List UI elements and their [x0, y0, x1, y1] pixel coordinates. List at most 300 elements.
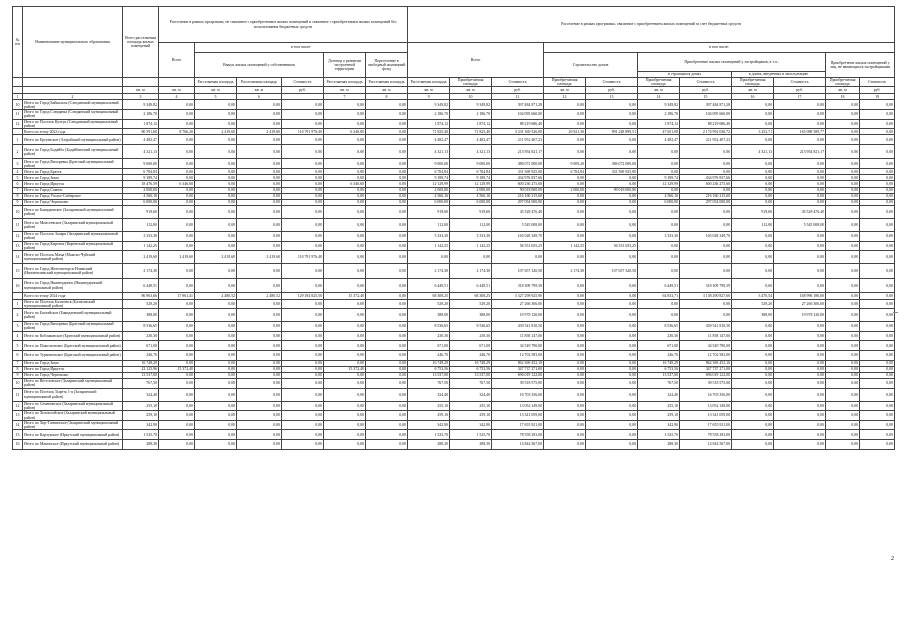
value-cell: 6 000,00 — [450, 200, 492, 206]
value-cell: 0,00 — [732, 119, 774, 129]
value-cell: 0,00 — [366, 135, 408, 145]
value-cell: 0,00 — [826, 420, 860, 430]
sub-area: Расселяемая площадь — [237, 78, 282, 87]
row-number: 11 — [13, 110, 23, 120]
unit-label: руб. — [680, 87, 732, 94]
value-cell: 99 018 000,00 — [492, 187, 544, 193]
value-cell: 16 748,29 — [123, 360, 159, 366]
value-cell: 0,00 — [826, 278, 860, 293]
value-cell: 0,00 — [195, 100, 237, 110]
column-number: 13 — [586, 94, 638, 100]
value-cell: 20 921,30 — [544, 129, 586, 135]
table-row — [13, 430, 895, 440]
header-total-area: Всего расселяемая площадь жилых помещений — [123, 7, 159, 78]
value-cell: 13 341 059,00 — [680, 411, 732, 421]
value-cell: 13 537,00 — [408, 372, 450, 378]
value-cell: 696 019 122,00 — [680, 372, 732, 378]
value-cell: 318 309 799,39 — [680, 278, 732, 293]
value-cell: 0,00 — [774, 193, 826, 199]
value-cell: 0,00 — [638, 299, 680, 309]
value-cell: 0,00 — [826, 366, 860, 372]
value-cell: 213 954 821,17 — [492, 144, 544, 159]
value-cell: 0,00 — [237, 309, 282, 322]
value-cell: 2 419,60 — [159, 251, 195, 264]
value-cell: 0,00 — [544, 193, 586, 199]
table-row — [13, 379, 895, 389]
value-cell: 0,00 — [826, 372, 860, 378]
value-cell: 13 052 149,00 — [680, 401, 732, 411]
value-cell: 86 963,66 — [123, 293, 159, 299]
value-cell: 0,00 — [732, 366, 774, 372]
value-cell: 0,00 — [195, 401, 237, 411]
value-cell: 0,00 — [324, 401, 366, 411]
value-cell: 0,00 — [366, 187, 408, 193]
value-cell: 2 419,60 — [237, 129, 282, 135]
value-cell: 0,00 — [860, 379, 895, 389]
value-cell: 0,00 — [366, 366, 408, 372]
row-number: 9 — [13, 372, 23, 378]
value-cell: 0,00 — [282, 440, 324, 450]
value-cell: 2 480,52 — [237, 293, 282, 299]
value-cell: 0,00 — [195, 169, 237, 175]
value-cell: 0,00 — [860, 264, 895, 279]
municipality-name: Итого по Мамонское (Иркутский муниципальный район) — [23, 440, 123, 450]
value-cell: 0,00 — [282, 181, 324, 187]
table-header — [13, 7, 895, 100]
value-cell: 13 052 149,00 — [492, 401, 544, 411]
value-cell: 0,00 — [860, 299, 895, 309]
value-cell: 0,00 — [237, 119, 282, 129]
value-cell: 17 655 921,00 — [680, 420, 732, 430]
value-cell: 0,00 — [195, 420, 237, 430]
value-cell: 0,00 — [159, 360, 195, 366]
value-cell: 0,00 — [324, 388, 366, 401]
value-cell: 0,00 — [544, 200, 586, 206]
value-cell: 4 321,13 — [732, 144, 774, 159]
value-cell: 0,00 — [860, 430, 895, 440]
value-cell: 0,00 — [159, 232, 195, 242]
value-cell: 0,00 — [860, 100, 895, 110]
value-cell: 9 000,00 — [123, 159, 159, 169]
municipality-name: Итого по Карлукское (Иркутский муниципальный район) — [23, 430, 123, 440]
value-cell: 17 961,41 — [159, 293, 195, 299]
value-cell: 0,00 — [826, 309, 860, 322]
value-cell: 0,00 — [826, 110, 860, 120]
value-cell: 0,00 — [195, 331, 237, 341]
value-cell: 0,00 — [237, 379, 282, 389]
value-cell: 0,00 — [366, 430, 408, 440]
value-cell: 6 000,00 — [408, 200, 450, 206]
value-cell: 9 189,74 — [123, 175, 159, 181]
value-cell: 0,00 — [680, 241, 732, 251]
value-cell: 0,00 — [195, 411, 237, 421]
value-cell: 0,00 — [638, 144, 680, 159]
municipality-name: Итого по Город Киренск (Киренский муниципальный район) — [23, 241, 123, 251]
value-cell: 0,00 — [282, 232, 324, 242]
value-cell: 9 349,82 — [450, 100, 492, 110]
value-cell: 9 189,74 — [450, 175, 492, 181]
value-cell: 165 088 589,77 — [774, 129, 826, 135]
value-cell: 0,00 — [282, 206, 324, 219]
value-cell: 0,00 — [324, 241, 366, 251]
value-cell: 297 054 000,00 — [492, 200, 544, 206]
value-cell: 0,00 — [732, 241, 774, 251]
column-number: 12 — [544, 94, 586, 100]
value-cell: 0,00 — [544, 293, 586, 299]
value-cell: 0,00 — [282, 401, 324, 411]
value-cell: 0,00 — [282, 420, 324, 430]
value-cell: 110 791 976,40 — [282, 129, 324, 135]
column-number: 3 — [123, 94, 159, 100]
value-cell: 0,00 — [586, 379, 638, 389]
value-cell: 8 536,65 — [638, 322, 680, 332]
value-cell: 0,00 — [282, 341, 324, 351]
value-cell: 0,00 — [237, 350, 282, 360]
value-cell: 600 236 275,60 — [492, 181, 544, 187]
value-cell: 862 369 452,10 — [492, 360, 544, 366]
municipality-name: Итого по Кобляковское (Братский муниципальный район) — [23, 331, 123, 341]
value-cell: 15 372,40 — [159, 366, 195, 372]
value-cell: 0,00 — [826, 411, 860, 421]
value-cell: 0,00 — [237, 401, 282, 411]
value-cell: 0,00 — [366, 144, 408, 159]
municipality-name: Итого по Город Бодайбо (Бодайбинский муниципальный район) — [23, 144, 123, 159]
value-cell: 0,00 — [732, 264, 774, 279]
value-cell: 0,00 — [860, 372, 895, 378]
value-cell: 0,00 — [237, 135, 282, 145]
value-cell: 0,00 — [282, 119, 324, 129]
value-cell: 0,00 — [826, 175, 860, 181]
value-cell: 6 346,60 — [324, 129, 366, 135]
value-cell: 0,00 — [324, 135, 366, 145]
value-cell: 0,00 — [324, 175, 366, 181]
column-number: 9 — [408, 94, 450, 100]
value-cell: 0,00 — [732, 110, 774, 120]
value-cell: 0,00 — [774, 322, 826, 332]
value-cell: 0,00 — [237, 331, 282, 341]
value-cell: 342,90 — [123, 420, 159, 430]
value-cell: 0,00 — [159, 309, 195, 322]
column-number: 5 — [195, 94, 237, 100]
value-cell: 0,00 — [544, 360, 586, 366]
row-number: 5 — [13, 175, 23, 181]
value-cell: 767,50 — [638, 379, 680, 389]
value-cell: 0,00 — [860, 388, 895, 401]
value-cell: 0,00 — [826, 341, 860, 351]
row-number: 10 — [13, 206, 23, 219]
value-cell: 434 976 837,66 — [680, 175, 732, 181]
value-cell: 288,30 — [638, 440, 680, 450]
value-cell: 0,00 — [324, 299, 366, 309]
value-cell: 0,00 — [774, 200, 826, 206]
municipality-name: Итого по Город Зима — [23, 175, 123, 181]
sub-cost: Стоимость — [860, 78, 895, 87]
table-row — [13, 159, 895, 169]
value-cell: 165 028 349,70 — [492, 232, 544, 242]
table-row — [13, 251, 895, 264]
value-cell: 0,00 — [774, 251, 826, 264]
value-cell: 0,00 — [159, 144, 195, 159]
value-cell: 0,00 — [860, 293, 895, 299]
municipality-name: Итого по Поселок Тыреть 1-я (Заларинский муниципальный район) — [23, 388, 123, 401]
value-cell: 0,00 — [159, 350, 195, 360]
value-cell: 0,00 — [195, 372, 237, 378]
value-cell: 2 000,00 — [450, 187, 492, 193]
value-cell: 246,70 — [123, 350, 159, 360]
value-cell: 0,00 — [860, 309, 895, 322]
value-cell: 324,40 — [450, 388, 492, 401]
value-cell: 0,00 — [860, 341, 895, 351]
value-cell: 0,00 — [544, 331, 586, 341]
value-cell: 0,00 — [826, 241, 860, 251]
value-cell: 6 704,84 — [123, 169, 159, 175]
value-cell: 0,00 — [826, 299, 860, 309]
table-row — [13, 350, 895, 360]
value-cell: 0,00 — [159, 159, 195, 169]
value-cell: 0,00 — [282, 144, 324, 159]
value-cell: 0,00 — [826, 219, 860, 232]
value-cell: 9 349,82 — [638, 100, 680, 110]
value-cell: 0,00 — [195, 278, 237, 293]
value-cell: 0,00 — [195, 200, 237, 206]
value-cell: 0,00 — [732, 187, 774, 193]
value-cell: 0,00 — [544, 401, 586, 411]
value-cell: 297 054 000,00 — [680, 200, 732, 206]
value-cell: 0,00 — [860, 169, 895, 175]
municipality-name: Итого по Город Братск — [23, 169, 123, 175]
value-cell: 211 952 407,23 — [680, 135, 732, 145]
value-cell: 0,00 — [159, 241, 195, 251]
value-cell: 0,00 — [774, 264, 826, 279]
column-number: 18 — [826, 94, 860, 100]
value-cell: 3 158 290 827,60 — [680, 293, 732, 299]
value-cell: 919,60 — [408, 206, 450, 219]
value-cell: 0,00 — [826, 200, 860, 206]
value-cell: 0,00 — [237, 372, 282, 378]
value-cell: 0,00 — [732, 411, 774, 421]
value-cell: 0,00 — [860, 193, 895, 199]
value-cell: 0,00 — [195, 264, 237, 279]
value-cell: 0,00 — [366, 388, 408, 401]
value-cell: 0,00 — [324, 331, 366, 341]
value-cell: 0,00 — [237, 169, 282, 175]
value-cell: 288,30 — [450, 440, 492, 450]
value-cell: 0,00 — [159, 420, 195, 430]
value-cell: 0,00 — [282, 264, 324, 279]
column-number: 17 — [774, 94, 826, 100]
value-cell: 0,00 — [282, 379, 324, 389]
header-a-total: Всего — [159, 43, 195, 78]
value-cell: 0,00 — [195, 241, 237, 251]
value-cell: 1 874,12 — [638, 119, 680, 129]
value-cell: 0,00 — [282, 430, 324, 440]
value-cell: 0,00 — [774, 110, 826, 120]
value-cell: 0,00 — [324, 264, 366, 279]
row-number: 1 — [13, 299, 23, 309]
value-cell: 3 333,30 — [450, 232, 492, 242]
value-cell: 0,00 — [366, 420, 408, 430]
value-cell: 0,00 — [366, 181, 408, 187]
value-cell: 13 341 059,00 — [492, 411, 544, 421]
value-cell: 0,00 — [366, 119, 408, 129]
value-cell: 0,00 — [826, 388, 860, 401]
value-cell: 13 537,00 — [450, 372, 492, 378]
value-cell: 0,00 — [826, 251, 860, 264]
value-cell: 4 321,13 — [450, 144, 492, 159]
value-cell: 6 753,56 — [638, 366, 680, 372]
value-cell: 0,00 — [282, 187, 324, 193]
header-b-buy-other: Приобретение жилых помещений у лиц, не являющихся застройщиками — [826, 53, 895, 78]
value-cell: 8 536,65 — [408, 322, 450, 332]
value-cell: 216 160 215,60 — [492, 193, 544, 199]
value-cell: 318 309 799,39 — [492, 278, 544, 293]
value-cell: 0,00 — [826, 181, 860, 187]
value-cell: 0,00 — [324, 219, 366, 232]
value-cell: 0,00 — [159, 100, 195, 110]
value-cell: 0,00 — [680, 159, 732, 169]
header-b-buy: Приобретение жилых помещений у застройщиков, в т.ч.: — [638, 53, 826, 72]
program-table-sheet — [12, 6, 894, 450]
value-cell: 0,00 — [586, 251, 638, 264]
value-cell: 386 072 000,00 — [492, 159, 544, 169]
value-cell: 1 142,25 — [450, 241, 492, 251]
value-cell: 107 657 320,50 — [492, 264, 544, 279]
page-number: 2 — [891, 556, 894, 562]
value-cell: 0,00 — [544, 322, 586, 332]
value-cell: 0,00 — [680, 144, 732, 159]
unit-label: руб. — [586, 87, 638, 94]
value-cell: 11 858 147,00 — [492, 331, 544, 341]
value-cell: 919,60 — [450, 206, 492, 219]
value-cell: 0,00 — [586, 206, 638, 219]
municipality-name: Итого по Поселок Мама (Мамско-Чуйский муниципальный район) — [23, 251, 123, 264]
row-number: 8 — [13, 193, 23, 199]
table-row — [13, 119, 895, 129]
value-cell: 56 551 655,25 — [492, 241, 544, 251]
municipality-name: Итого по Город Зима — [23, 360, 123, 366]
value-cell: 0,00 — [237, 360, 282, 366]
value-cell: 0,00 — [366, 110, 408, 120]
row-number: 8 — [13, 366, 23, 372]
value-cell: 0,00 — [195, 360, 237, 366]
unit-label: кв. м — [408, 87, 450, 94]
value-cell: 0,00 — [195, 388, 237, 401]
value-cell: 0,00 — [195, 193, 237, 199]
value-cell: 2 480,52 — [195, 293, 237, 299]
value-cell: 27 266 306,00 — [774, 299, 826, 309]
value-cell: 0,00 — [860, 129, 895, 135]
value-cell: 0,00 — [159, 175, 195, 181]
value-cell: 0,00 — [544, 420, 586, 430]
value-cell: 4 566,16 — [638, 193, 680, 199]
value-cell: 0,00 — [860, 181, 895, 187]
municipality-name: Итого по Город Саянск — [23, 187, 123, 193]
value-cell: 0,00 — [860, 350, 895, 360]
value-cell: 671,00 — [638, 341, 680, 351]
value-cell: 0,00 — [195, 119, 237, 129]
value-cell: 0,00 — [366, 379, 408, 389]
value-cell: 0,00 — [324, 110, 366, 120]
value-cell: 0,00 — [638, 187, 680, 193]
value-cell: 1 525,70 — [123, 430, 159, 440]
table-row — [13, 206, 895, 219]
value-cell: 342,90 — [638, 420, 680, 430]
value-cell: 2 174,30 — [544, 264, 586, 279]
value-cell: 64 833,71 — [638, 293, 680, 299]
value-cell: 112,00 — [408, 219, 450, 232]
value-cell: 0,00 — [159, 388, 195, 401]
value-cell: 9 000,00 — [408, 159, 450, 169]
value-cell: 0,00 — [680, 169, 732, 175]
value-cell: 16 703 356,00 — [680, 388, 732, 401]
value-cell: 0,00 — [860, 119, 895, 129]
header-a-free: Переселение в свободный жилищный фонд — [366, 53, 408, 78]
row-number: 5 — [13, 341, 23, 351]
value-cell: 0,00 — [680, 187, 732, 193]
value-cell: 4 566,16 — [450, 193, 492, 199]
value-cell: 0,00 — [159, 135, 195, 145]
value-cell: 8 536,65 — [123, 322, 159, 332]
value-cell: 0,00 — [237, 278, 282, 293]
value-cell: 671,00 — [408, 341, 450, 351]
value-cell: 0,00 — [408, 251, 450, 264]
value-cell: 0,00 — [159, 278, 195, 293]
value-cell: 0,00 — [638, 309, 680, 322]
table-row — [13, 411, 895, 421]
value-cell: 0,00 — [159, 200, 195, 206]
value-cell: 0,00 — [732, 420, 774, 430]
value-cell: 0,00 — [159, 110, 195, 120]
value-cell: 0,00 — [638, 219, 680, 232]
sub-bought: Приобретаемая площадь — [732, 78, 774, 87]
value-cell: 0,00 — [195, 187, 237, 193]
sub-bought: Приобретаемая площадь — [826, 78, 860, 87]
value-cell: 0,00 — [282, 309, 324, 322]
value-cell: 0,00 — [860, 187, 895, 193]
value-cell: 388,00 — [123, 309, 159, 322]
value-cell: 9 000,00 — [450, 159, 492, 169]
unit-label: руб. — [860, 87, 895, 94]
row-number: 11 — [13, 388, 23, 401]
table-row — [13, 144, 895, 159]
value-cell: 0,00 — [732, 379, 774, 389]
value-cell: 22 125,96 — [123, 366, 159, 372]
value-cell: 0,00 — [366, 360, 408, 366]
value-cell: 0,00 — [324, 169, 366, 175]
value-cell: 0,00 — [826, 379, 860, 389]
value-cell: 0,00 — [324, 206, 366, 219]
municipality-name: Итого по Поселок Култук (Слюдянский муниципальный район) — [23, 119, 123, 129]
value-cell: 0,00 — [638, 264, 680, 279]
value-cell: 213 954 821,17 — [774, 144, 826, 159]
municipality-name: Всего по этапу 2023 года — [23, 129, 123, 135]
value-cell: 0,00 — [237, 264, 282, 279]
value-cell: 0,00 — [774, 169, 826, 175]
value-cell: 0,00 — [732, 440, 774, 450]
value-cell: 0,00 — [586, 360, 638, 366]
sub-cost: Стоимость — [282, 78, 324, 87]
value-cell: 0,00 — [324, 278, 366, 293]
value-cell: 0,00 — [860, 411, 895, 421]
value-cell: 0,00 — [237, 322, 282, 332]
value-cell: 255,10 — [408, 401, 450, 411]
value-cell: 0,00 — [159, 322, 195, 332]
value-cell: 0,00 — [774, 331, 826, 341]
value-cell: 0,00 — [159, 430, 195, 440]
value-cell: 0,00 — [586, 110, 638, 120]
value-cell: 0,00 — [324, 119, 366, 129]
value-cell: 862 369 452,10 — [680, 360, 732, 366]
